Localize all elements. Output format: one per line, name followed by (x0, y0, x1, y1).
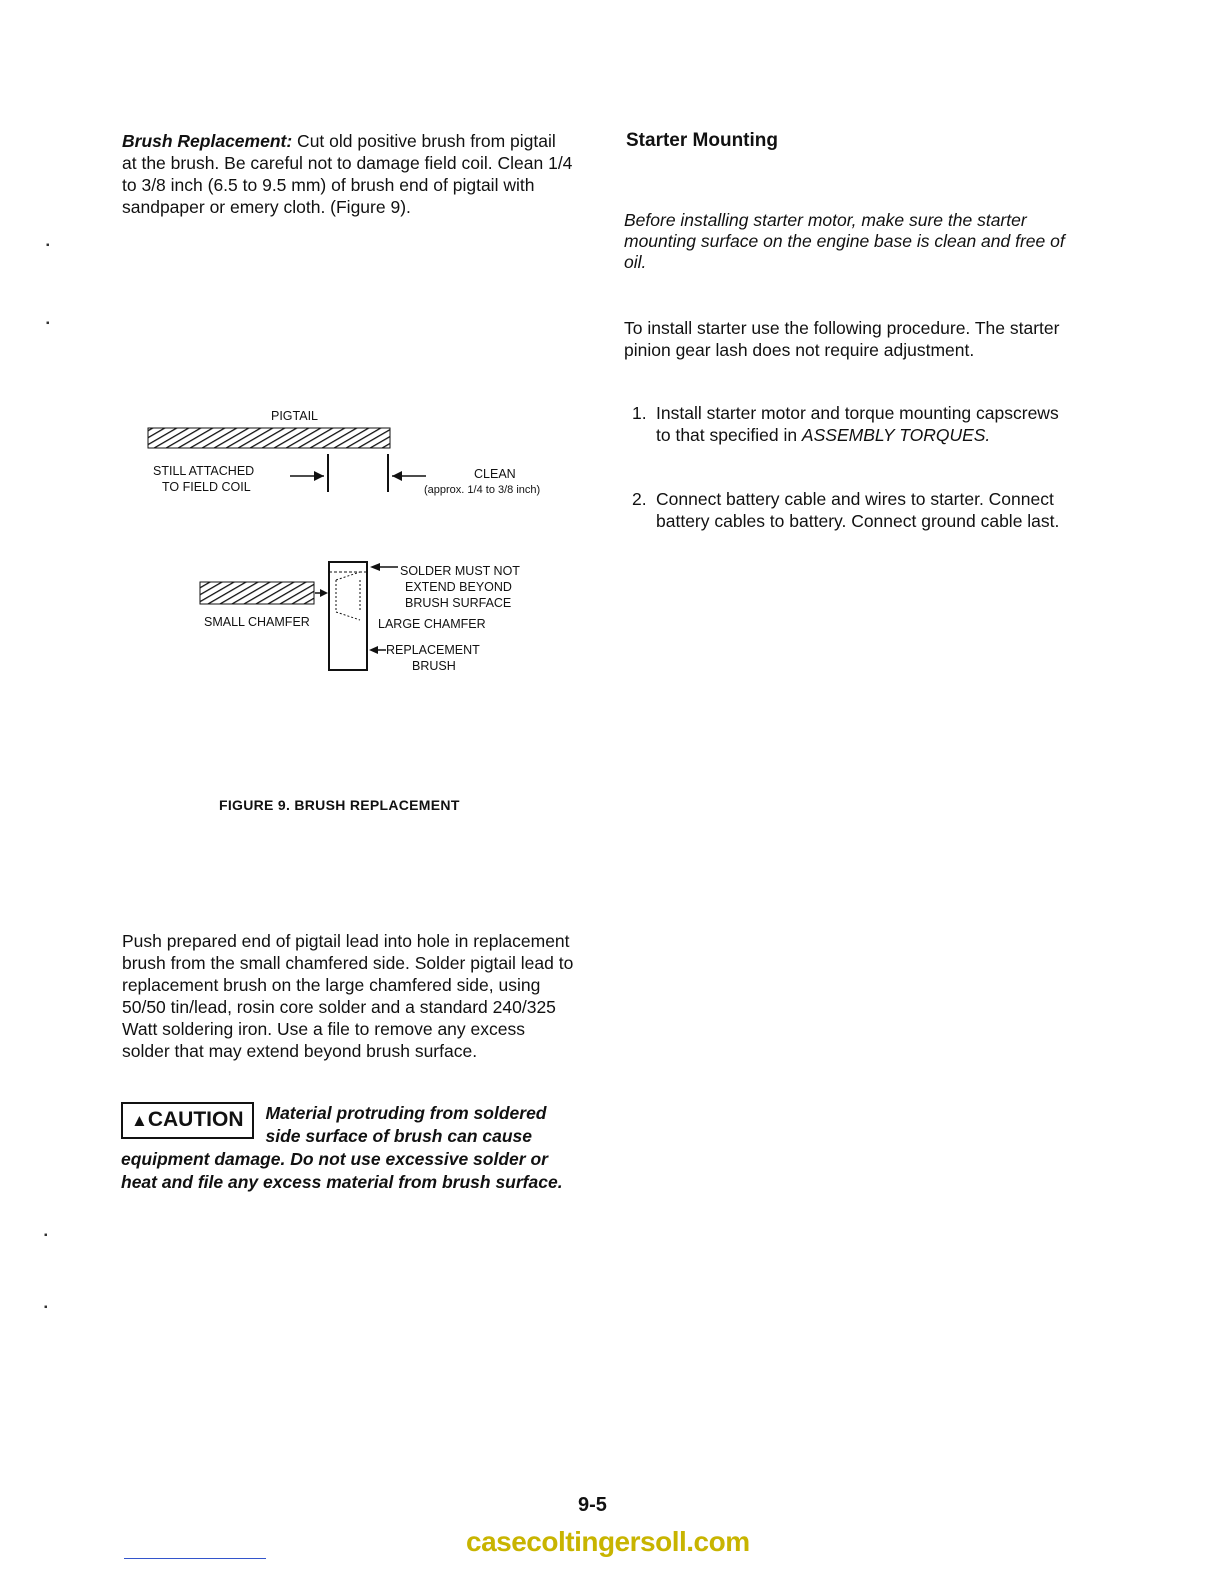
right-paragraph-1: Before installing starter motor, make sure the starter mounting surface on the engine base is clean and free of oil. (624, 210, 1065, 272)
warning-triangle-icon: ▲ (131, 1111, 148, 1130)
label-still-attached-1: STILL ATTACHED (153, 464, 255, 478)
push-paragraph: Push prepared end of pigtail lead into hole in replacement brush from the small chamfered side. Solder pigtail lead to replacement brush on the large chamfered side, using 50/50 tin/lead, rosin core solder and a standard 240/325 Watt soldering iron. Use a file to remove any excess solder that may extend beyond brush surface. (122, 931, 574, 1061)
step-1-number: 1. (632, 403, 647, 423)
brush-replacement-paragraph (122, 130, 574, 218)
label-still-attached-2: TO FIELD COIL (162, 480, 251, 494)
step-2-number: 2. (632, 489, 647, 509)
label-replacement-2: BRUSH (412, 659, 456, 673)
label-pigtail: PIGTAIL (271, 409, 319, 423)
page-number: 9-5 (578, 1494, 607, 1516)
step-2 (624, 488, 1084, 538)
label-solder-1: SOLDER MUST NOT (400, 564, 520, 578)
caution-text: Material protruding from soldered side surface of brush can cause equipment damage. Do not use excessive solder or heat and file any excess material from brush surface. (121, 1103, 563, 1192)
label-large-chamfer: LARGE CHAMFER (378, 617, 486, 631)
figure-brush-replacement (140, 400, 580, 700)
scan-mark: ▪ (44, 1230, 48, 1241)
label-clean-1: CLEAN (474, 467, 516, 481)
prepared-pigtail-end (200, 582, 314, 604)
footer-rule (124, 1558, 266, 1559)
label-solder-2: EXTEND BEYOND (405, 580, 512, 594)
brush-replacement-text: Cut old positive brush from pigtail at the brush. Be careful not to damage field coil. Clean 1/4 to 3/8 inch (6.5 to 9.5 mm) of brush end of pigtail with sandpaper or emery cloth. (Figure 9). (122, 131, 573, 217)
figure-caption: FIGURE 9. BRUSH REPLACEMENT (219, 797, 460, 813)
label-replacement-1: REPLACEMENT (386, 643, 480, 657)
caution-badge (121, 1102, 254, 1139)
step-1 (624, 402, 1084, 452)
step-1-reference: ASSEMBLY TORQUES. (801, 425, 991, 445)
scan-mark: ▪ (46, 318, 50, 329)
label-solder-3: BRUSH SURFACE (405, 596, 512, 610)
page-heading: Starter Mounting (626, 130, 778, 151)
step-2-text: Connect battery cable and wires to starter. Connect battery cables to battery. Connect ground cable last. (656, 489, 1060, 531)
figure-drawing (140, 400, 580, 700)
watermark: casecoltingersoll.com (466, 1526, 750, 1557)
right-paragraph-2: To install starter use the following procedure. The starter pinion gear lash does not require adjustment. (624, 318, 1060, 360)
label-clean-2: (approx. 1/4 to 3/8 inch) (424, 484, 541, 496)
scan-mark: ▪ (44, 1302, 48, 1313)
pigtail-wire (148, 428, 390, 448)
caution-block (121, 1102, 577, 1194)
scan-mark: ▪ (46, 240, 50, 251)
label-small-chamfer: SMALL CHAMFER (204, 615, 310, 629)
step-1-text: Install starter motor and torque mounting capscrews to that specified in ASSEMBLY TORQUES. (656, 403, 1059, 445)
caution-label: CAUTION (147, 1108, 244, 1131)
brush-replacement-lead: Brush Replacement: (122, 131, 293, 151)
